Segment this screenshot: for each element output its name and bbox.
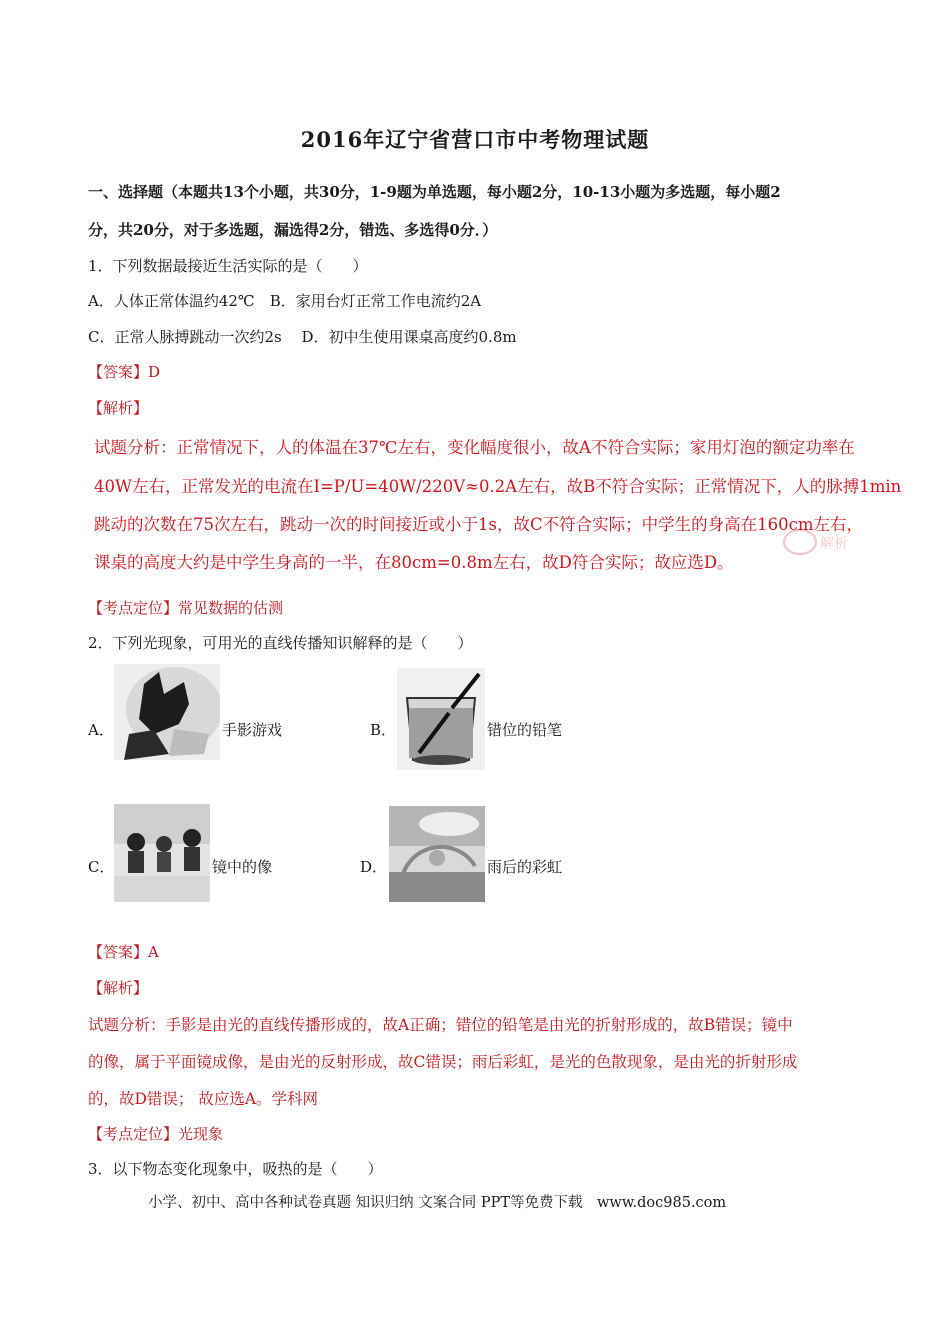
point-tag: 【考点定位】 <box>88 599 179 617</box>
q2-analysis-line: 的，故D错误； 故应选A。学科网 <box>88 1090 319 1108</box>
q1-answer <box>88 361 160 382</box>
q2-stem: 2．下列光现象，可用光的直线传播知识解释的是（ ） <box>88 634 473 652</box>
q1-analysis-line: 40W左右，正常发光的电流在I=P/U=40W/220V≈0.2A左右，故B不符合实际；正常情况下，人的脉搏1min <box>94 477 902 496</box>
q2-option-b-letter: B． <box>370 721 397 739</box>
q2-point <box>88 1123 223 1144</box>
q3-stem: 3．以下物态变化现象中，吸热的是（ ） <box>88 1160 383 1178</box>
answer-tag: 【答案】 <box>88 363 149 381</box>
section-heading-line2: 分，共20分，对于多选题，漏选得2分，错选、多选得0分．） <box>88 221 498 239</box>
page-title: 2016年辽宁省营口市中考物理试题 <box>300 127 650 152</box>
rainbow-photo-icon <box>389 806 485 902</box>
q2-option-d-text: 雨后的彩虹 <box>487 858 563 876</box>
q2-option-c-letter: C． <box>88 858 115 876</box>
point-value: 常见数据的估测 <box>178 599 284 617</box>
q1-options-ab: A．人体正常体温约42℃ B．家用台灯正常工作电流约2A <box>88 292 482 310</box>
watermark-icon <box>780 520 860 560</box>
q2-analysis-line: 的像，属于平面镜成像，是由光的反射形成，故C错误；雨后彩虹，是光的色散现象，是由光的折射形成 <box>88 1053 798 1071</box>
q2-option-a-letter: A． <box>88 721 114 739</box>
section-heading-line1: 一、选择题（本题共13个小题，共30分，1-9题为单选题，每小题2分，10-13小题为多选题，每小题2 <box>88 183 781 201</box>
q2-analysis-line: 试题分析：手影是由光的直线传播形成的，故A正确；错位的铅笔是由光的折射形成的，故B错误；镜中 <box>88 1016 793 1034</box>
q1-point <box>88 597 283 618</box>
q1-options-cd: C．正常人脉搏跳动一次约2s D．初中生使用课桌高度约0.8m <box>88 328 517 346</box>
pencil-in-water-photo-icon <box>397 668 485 770</box>
q2-option-b-text: 错位的铅笔 <box>487 721 563 739</box>
point-tag: 【考点定位】 <box>88 1125 179 1143</box>
q1-analysis-line: 试题分析：正常情况下，人的体温在37℃左右，变化幅度很小，故A不符合实际；家用灯泡的额定功率在 <box>94 438 855 457</box>
svg-text:解析: 解析 <box>820 536 848 552</box>
q1-analysis-line: 跳动的次数在75次左右，跳动一次的时间接近或小于1s，故C不符合实际；中学生的身高在160cm左右， <box>94 515 863 534</box>
hand-shadow-photo-icon <box>114 664 220 760</box>
q2-option-d-letter: D． <box>360 858 388 876</box>
q1-stem: 1．下列数据最接近生活实际的是（ ） <box>88 257 368 275</box>
answer-value: D <box>148 363 161 381</box>
answer-tag: 【答案】 <box>88 943 149 961</box>
q2-answer <box>88 941 159 962</box>
q1-analysis-line: 课桌的高度大约是中学生身高的一半，在80cm=0.8m左右，故D符合实际；故应选D。 <box>94 553 734 572</box>
answer-value: A <box>148 943 159 961</box>
q2-analysis-tag: 【解析】 <box>88 979 149 997</box>
page-footer: 小学、初中、高中各种试卷真题 知识归纳 文案合同 PPT等免费下载 www.doc985.com <box>148 1195 727 1211</box>
point-value: 光现象 <box>178 1125 224 1143</box>
q2-option-a-text: 手影游戏 <box>222 721 283 739</box>
q1-analysis-tag: 【解析】 <box>88 399 149 417</box>
q2-option-c-text: 镜中的像 <box>212 858 273 876</box>
mirror-image-photo-icon <box>114 804 210 902</box>
